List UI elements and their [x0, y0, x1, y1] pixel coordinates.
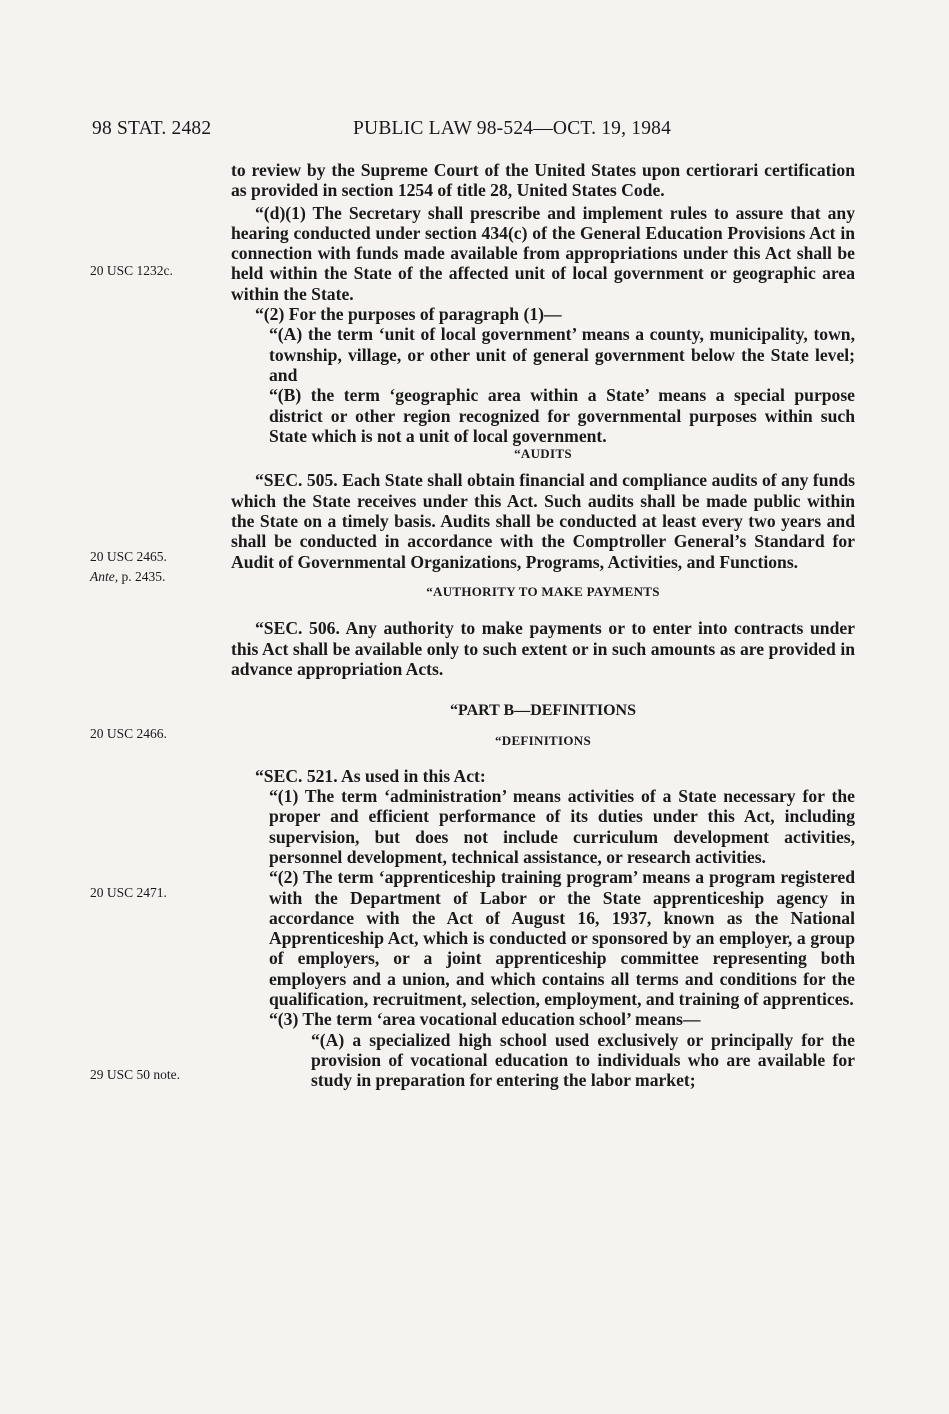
margin-note-2471: 20 USC 2471. — [90, 885, 167, 900]
margin-note-29usc50: 29 USC 50 note. — [90, 1067, 181, 1082]
paragraph-def-2: “(2) The term ‘apprenticeship training program’ means a program registered with the Department of Labor or the State apprenticeship agency in accordance with the Act of August 16, 1937, known as the National Apprenticeship Act, which is conducted or sponsored by an employer, a group of employers, or a joint apprenticeship committee representing both employers and a union, and which contains all terms and conditions for the qualification, recruitment, selection, employment, and training of apprentices. — [269, 867, 855, 1009]
statute-page-number: 98 STAT. 2482 — [92, 118, 212, 139]
margin-note-2466: 20 USC 2466. — [90, 726, 167, 741]
margin-note-1232c: 20 USC 1232c. — [90, 263, 173, 278]
paragraph-d2-b: “(B) the term ‘geographic area within a State’ means a special purpose district or other region recognized for governmental purposes within such State which is not a unit of local government. — [269, 385, 855, 446]
paragraph-def-1: “(1) The term ‘administration’ means activities of a State necessary for the proper and efficient performance of its duties under this Act, including supervision, but does not include curriculum development activities, personnel development, technical assistance, or research activities. — [269, 786, 855, 867]
paragraph-def-3-a: “(A) a specialized high school used exclusively or principally for the provision of vocational education to individuals who are available for study in preparation for entering the labor market; — [311, 1029, 855, 1091]
margin-note-ante-italic: Ante, — [90, 569, 119, 584]
heading-audits: “AUDITS — [514, 446, 572, 462]
heading-part-b: “PART B—DEFINITIONS — [450, 702, 636, 720]
margin-note-ante — [90, 569, 165, 585]
paragraph-sec-521: “SEC. 521. As used in this Act: — [255, 765, 486, 786]
paragraph-def-3: “(3) The term ‘area vocational education school’ means— — [269, 1009, 701, 1030]
paragraph-sec-505: “SEC. 505. Each State shall obtain financial and compliance audits of any funds which the State receives under this Act. Such audits shall be made public within the State on a timely basis. Audits shall be conducted at least every two years and shall be conducted in accordance with the Comptroller General’s Standard for Audit of Governmental Organizations, Programs, Activities, and Functions. — [231, 470, 855, 572]
statute-body — [231, 160, 855, 1090]
paragraph-d1: “(d)(1) The Secretary shall prescribe and implement rules to assure that any hearing conducted under section 434(c) of the General Education Provisions Act in connection with funds made available from appropriations under this Act shall be held within the State of the affected unit of local government or geographic area within the State. — [231, 202, 855, 304]
paragraph-certiorari: to review by the Supreme Court of the United States upon certiorari certification as provided in section 1254 of title 28, United States Code. — [231, 160, 855, 201]
paragraph-d2: “(2) For the purposes of paragraph (1)— — [255, 304, 562, 325]
margin-note-2465: 20 USC 2465. — [90, 549, 167, 564]
paragraph-sec-506: “SEC. 506. Any authority to make payments or to enter into contracts under this Act shall be available only to such extent or in such amounts as are provided in advance appropriation Acts. — [231, 618, 855, 679]
margin-note-ante-page: p. 2435. — [118, 569, 166, 584]
heading-authority-to-make-payments: “AUTHORITY TO MAKE PAYMENTS — [426, 583, 660, 599]
paragraph-d2-a: “(A) the term ‘unit of local government’ means a county, municipality, town, township, village, or other unit of general government below the State level; and — [269, 324, 855, 385]
public-law-title: PUBLIC LAW 98-524—OCT. 19, 1984 — [353, 118, 672, 139]
heading-definitions: “DEFINITIONS — [494, 733, 592, 749]
